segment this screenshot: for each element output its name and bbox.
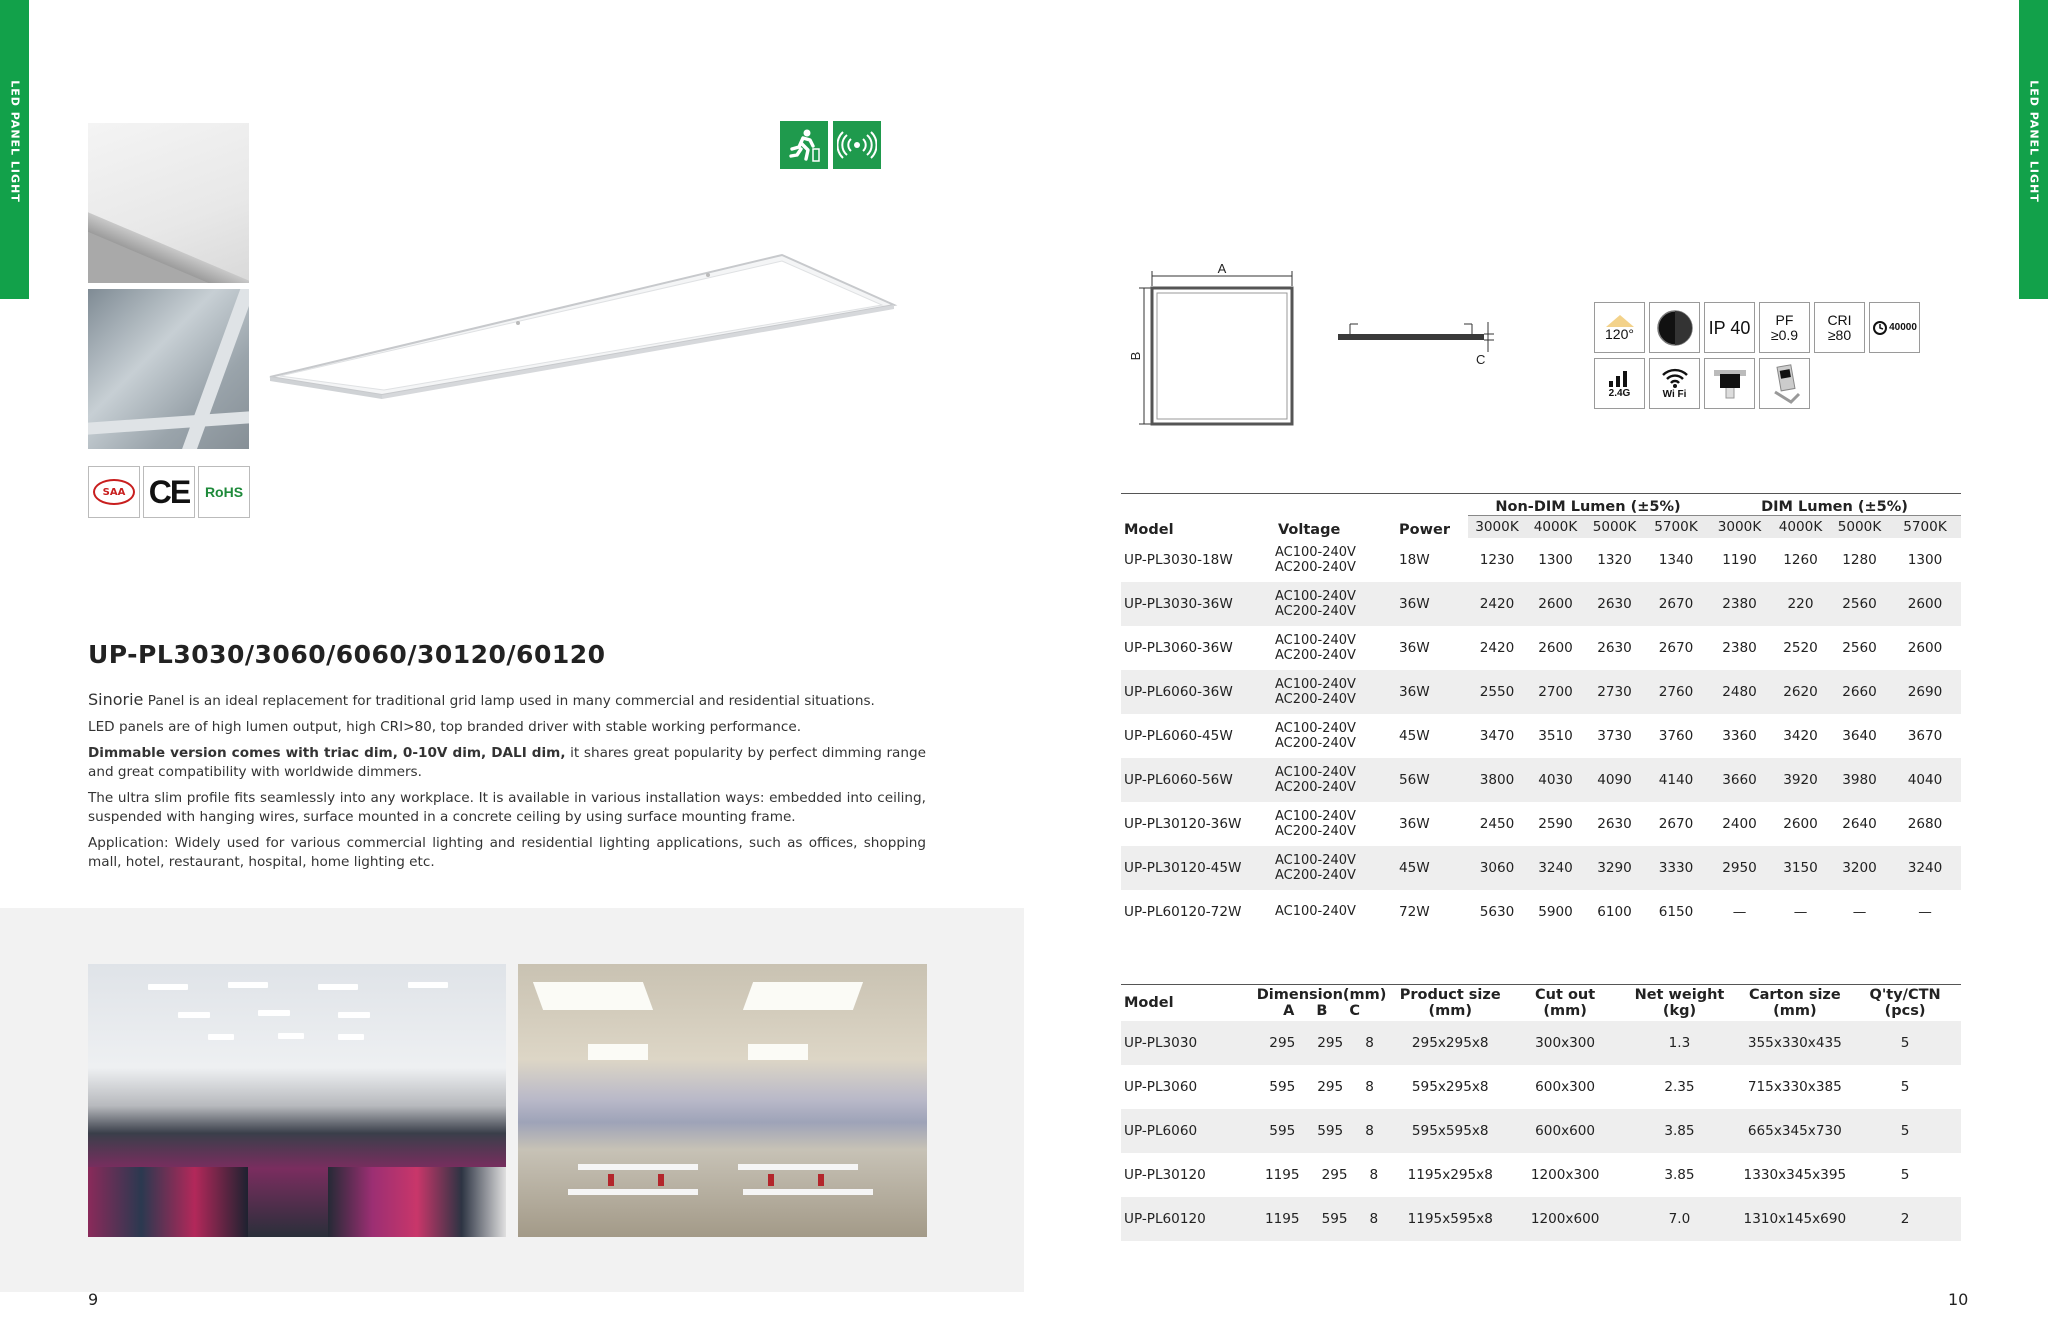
header-non-dim-lumen: Non-DIM Lumen (±5%) [1468,494,1708,516]
panel-edge-closeup-image [88,123,249,283]
dim-lumen-cell: 3200 [1842,859,1877,876]
description-p3: it shares great popularity by perfect dimming range and great compatibility with worldwide dimmers. [88,745,926,780]
non-dim-lumen-cell: 3800 [1479,771,1515,788]
dimension-cell: 595 295 8 [1269,1078,1374,1095]
cri-value: ≥80 [1827,326,1852,343]
side-tab-right [2019,0,2048,299]
dim-lumen-cell: 3150 [1783,859,1818,876]
dim-lumen-cell: 3420 [1783,727,1818,744]
table-row [1121,846,1961,890]
dim-lumen-cell: 2560 [1842,595,1877,612]
voltage-cell: AC100-240V AC200-240V [1275,632,1356,663]
table-row [1121,670,1961,714]
dim-lumen-cell: 1260 [1783,551,1818,568]
power-cell: 72W [1399,903,1430,920]
recessed-mount-icon [1704,358,1755,409]
cct-header: 5000K [1830,516,1889,538]
dim-lumen-cell: 2600 [1783,815,1818,832]
cct-header: 4000K [1526,516,1585,538]
non-dim-lumen-cell: 2420 [1479,639,1515,656]
power-cell: 36W [1399,815,1430,832]
power-cell: 36W [1399,683,1430,700]
model-cell: UP-PL6060-56W [1124,771,1233,788]
dim-lumen-cell: 2690 [1907,683,1943,700]
model-cell: UP-PL3030-36W [1124,595,1233,612]
non-dim-lumen-cell: 2670 [1658,639,1694,656]
non-dim-lumen-cell: 2670 [1658,595,1694,612]
side-tab-left [0,0,29,299]
lifetime-value: 40000 [1889,322,1917,333]
retail-store-photo [88,964,506,1237]
header-dimension: Dimension(mm) A B C [1256,986,1387,1019]
carton-size-cell: 1310x145x690 [1743,1210,1847,1227]
rf-label: 2.4G [1608,388,1631,399]
beam-angle-icon [1594,302,1645,353]
product-description [88,690,926,879]
model-cell: UP-PL30120 [1124,1166,1206,1183]
carton-size-cell: 1330x345x395 [1743,1166,1847,1183]
power-cell: 56W [1399,771,1430,788]
model-cell: UP-PL3030 [1124,1034,1198,1051]
product-size-cell: 1195x295x8 [1407,1166,1493,1183]
model-cell: UP-PL60120 [1124,1210,1206,1227]
dim-lumen-cell: — [1852,903,1867,920]
table-row [1121,758,1961,802]
dim-lumen-cell: 1300 [1907,551,1943,568]
dim-lumen-cell: 2620 [1783,683,1818,700]
dimension-cell: 1195 295 8 [1264,1166,1379,1183]
non-dim-lumen-cell: 2550 [1479,683,1515,700]
power-cell: 18W [1399,551,1430,568]
dimmable-icon [1649,302,1700,353]
dim-lumen-cell: 2950 [1722,859,1757,876]
dim-lumen-cell: — [1732,903,1747,920]
table-row [1121,1065,1961,1109]
non-dim-lumen-cell: 1320 [1597,551,1632,568]
power-cell: 45W [1399,727,1430,744]
non-dim-lumen-cell: 3760 [1658,727,1694,744]
dim-lumen-cell: — [1793,903,1808,920]
cri-icon [1814,302,1865,353]
dim-lumen-cell: 2600 [1907,595,1943,612]
dimension-cell: 1195 595 8 [1264,1210,1379,1227]
dimension-label-a: A [1217,261,1227,276]
saa-logo: SAA [93,479,135,505]
voltage-cell: AC100-240V AC200-240V [1275,544,1356,575]
non-dim-lumen-cell: 3330 [1658,859,1694,876]
qty-cell: 5 [1900,1078,1910,1095]
dim-lumen-cell: 3660 [1722,771,1757,788]
table-row [1121,582,1961,626]
model-cell: UP-PL6060-36W [1124,683,1233,700]
net-weight-cell: 3.85 [1664,1122,1695,1139]
voltage-cell: AC100-240V AC200-240V [1275,720,1356,751]
non-dim-lumen-cell: 4030 [1538,771,1573,788]
non-dim-lumen-cell: 2450 [1479,815,1515,832]
model-cell: UP-PL3060 [1124,1078,1198,1095]
dim-lumen-cell: 2380 [1722,639,1757,656]
wifi-icon [1649,358,1700,409]
cct-header: 3000K [1468,516,1526,538]
qty-cell: 5 [1900,1166,1910,1183]
non-dim-lumen-cell: 2730 [1597,683,1632,700]
cct-header: 3000K [1708,516,1771,538]
model-cell: UP-PL60120-72W [1124,903,1242,920]
description-p5: Application: Widely used for various commercial lighting and residential lighting applications, such as offices, shopping mall, hotel, restaurant, hospital, home lighting etc. [88,835,926,870]
header-product-size: Product size (mm) [1399,986,1501,1019]
net-weight-cell: 7.0 [1668,1210,1691,1227]
non-dim-lumen-cell: 4140 [1658,771,1694,788]
non-dim-lumen-cell: 2630 [1597,639,1632,656]
net-weight-cell: 1.3 [1668,1034,1691,1051]
dimension-label-c: C [1476,352,1486,367]
header-dim-lumen: DIM Lumen (±5%) [1708,494,1961,516]
non-dim-lumen-cell: 2700 [1538,683,1573,700]
qty-cell: 5 [1900,1122,1910,1139]
cut-out-cell: 1200x600 [1530,1210,1600,1227]
description-p1: Panel is an ideal replacement for traditional grid lamp used in many commercial and residential situations. [143,693,875,709]
feature-icons [780,121,881,169]
cut-out-cell: 600x600 [1535,1122,1596,1139]
spec-icons [1594,302,1924,414]
non-dim-lumen-cell: 1340 [1658,551,1694,568]
non-dim-lumen-cell: 6150 [1658,903,1694,920]
dim-lumen-cell: — [1918,903,1932,920]
product-size-cell: 1195x595x8 [1407,1210,1493,1227]
dim-lumen-cell: 220 [1787,595,1814,612]
non-dim-lumen-cell: 5630 [1479,903,1515,920]
page-number-right: 10 [1948,1290,1969,1309]
non-dim-lumen-cell: 1230 [1479,551,1515,568]
panel-light-product-image [268,245,908,405]
non-dim-lumen-cell: 6100 [1597,903,1632,920]
model-cell: UP-PL30120-45W [1124,859,1242,876]
voltage-cell: AC100-240V AC200-240V [1275,808,1356,839]
table-row [1121,714,1961,758]
emergency-exit-icon [780,121,828,169]
net-weight-cell: 2.35 [1664,1078,1695,1095]
front-dimension-diagram [1122,260,1302,430]
cct-header: 5700K [1644,516,1708,538]
model-cell: UP-PL3030-18W [1124,551,1233,568]
dim-lumen-cell: 2680 [1907,815,1943,832]
non-dim-lumen-cell: 3470 [1479,727,1515,744]
product-title: UP-PL3030/3060/6060/30120/60120 [88,640,606,669]
non-dim-lumen-cell: 2600 [1538,639,1573,656]
side-tab-label: LED PANEL LIGHT [2027,80,2040,203]
non-dim-lumen-cell: 3730 [1597,727,1632,744]
non-dim-lumen-cell: 1300 [1538,551,1573,568]
pf-value: ≥0.9 [1770,326,1799,343]
dim-lumen-cell: 3240 [1907,859,1943,876]
carton-size-cell: 665x345x730 [1747,1122,1842,1139]
dim-lumen-cell: 3920 [1783,771,1818,788]
dimension-spec-table [1121,984,1961,1241]
rohs-badge [198,466,250,518]
saa-badge [88,466,140,518]
table-row [1121,1197,1961,1241]
cct-header: 4000K [1771,516,1830,538]
model-cell: UP-PL6060-45W [1124,727,1233,744]
lumen-spec-table [1121,493,1961,934]
header-model: Model [1124,994,1174,1011]
dim-lumen-cell: 2640 [1842,815,1877,832]
cut-out-cell: 600x300 [1535,1078,1596,1095]
header-carton-size: Carton size (mm) [1748,986,1841,1019]
power-cell: 36W [1399,595,1430,612]
dimension-cell: 295 295 8 [1269,1034,1374,1051]
table-row [1121,538,1961,582]
dim-lumen-cell: 3980 [1842,771,1877,788]
non-dim-lumen-cell: 3290 [1597,859,1632,876]
product-size-cell: 595x295x8 [1411,1078,1489,1095]
cut-out-cell: 300x300 [1535,1034,1596,1051]
power-cell: 36W [1399,639,1430,656]
wireless-sensor-icon [833,121,881,169]
net-weight-cell: 3.85 [1664,1166,1695,1183]
dim-lumen-cell: 2400 [1722,815,1757,832]
voltage-cell: AC100-240V AC200-240V [1275,852,1356,883]
meeting-room-photo [518,964,927,1237]
model-cell: UP-PL3060-36W [1124,639,1233,656]
cut-out-cell: 1200x300 [1530,1166,1600,1183]
non-dim-lumen-cell: 5900 [1538,903,1573,920]
dim-lumen-cell: 4040 [1907,771,1943,788]
header-model: Model [1124,521,1174,538]
table-row [1121,1153,1961,1197]
surface-mount-icon [1759,358,1810,409]
description-p4: The ultra slim profile fits seamlessly into any workplace. It is available in various installation ways: embedded into ceiling, suspended with hanging wires, surface mounted in a concrete ceiling by using surface mounting frame. [88,790,926,825]
side-profile-diagram [1334,318,1504,370]
non-dim-lumen-cell: 3510 [1538,727,1573,744]
model-cell: UP-PL6060 [1124,1122,1198,1139]
carton-size-cell: 355x330x435 [1747,1034,1842,1051]
description-p2: LED panels are of high lumen output, high CRI>80, top branded driver with stable working performance. [88,719,802,735]
ce-logo: CE [148,473,190,510]
ip-rating-icon [1704,302,1755,353]
non-dim-lumen-cell: 2630 [1597,595,1632,612]
description-p3-bold: Dimmable version comes with triac dim, 0-10V dim, DALI dim, [88,745,566,761]
pf-label: PF [1775,311,1794,328]
qty-cell: 2 [1900,1210,1910,1227]
ip-rating-value: IP 40 [1708,317,1751,338]
panel-back-closeup-image [88,289,249,449]
dim-lumen-cell: 3670 [1907,727,1943,744]
rohs-logo: RoHS [204,484,244,500]
dimension-label-b: B [1128,351,1143,361]
power-factor-icon [1759,302,1810,353]
non-dim-lumen-cell: 2630 [1597,815,1632,832]
header-cut-out: Cut out (mm) [1535,986,1596,1019]
ce-badge [143,466,195,518]
header-voltage: Voltage [1278,521,1341,538]
dim-lumen-cell: 2520 [1783,639,1818,656]
non-dim-lumen-cell: 3060 [1479,859,1515,876]
carton-size-cell: 715x330x385 [1747,1078,1842,1095]
wifi-label: Wi Fi [1662,389,1687,400]
dim-lumen-cell: 3360 [1722,727,1757,744]
dim-lumen-cell: 1280 [1842,551,1877,568]
model-cell: UP-PL30120-36W [1124,815,1242,832]
header-net-weight: Net weight (kg) [1634,986,1725,1019]
dimension-cell: 595 595 8 [1269,1122,1374,1139]
product-size-cell: 295x295x8 [1411,1034,1489,1051]
voltage-cell: AC100-240V AC200-240V [1275,676,1356,707]
rf-remote-icon [1594,358,1645,409]
brand-name: Sinorie [88,690,144,709]
header-power: Power [1399,521,1450,538]
beam-angle-value: 120° [1605,326,1634,342]
non-dim-lumen-cell: 3240 [1538,859,1573,876]
header-qty-per-carton: Q'ty/CTN (pcs) [1869,986,1941,1019]
non-dim-lumen-cell: 2590 [1538,815,1573,832]
cct-header: 5000K [1585,516,1644,538]
dim-lumen-cell: 2560 [1842,639,1877,656]
non-dim-lumen-cell: 2670 [1658,815,1694,832]
table-row [1121,1109,1961,1153]
voltage-cell: AC100-240V AC200-240V [1275,588,1356,619]
product-size-cell: 595x595x8 [1411,1122,1489,1139]
side-tab-label: LED PANEL LIGHT [8,80,21,203]
table-row [1121,890,1961,934]
table-row [1121,1021,1961,1065]
table-row [1121,626,1961,670]
qty-cell: 5 [1900,1034,1910,1051]
non-dim-lumen-cell: 2600 [1538,595,1573,612]
lifetime-icon [1869,302,1920,353]
cri-label: CRI [1827,311,1852,328]
dim-lumen-cell: 1190 [1722,551,1757,568]
dim-lumen-cell: 2600 [1907,639,1943,656]
non-dim-lumen-cell: 2760 [1658,683,1694,700]
voltage-cell: AC100-240V AC200-240V [1275,764,1356,795]
dim-lumen-cell: 2480 [1722,683,1757,700]
voltage-cell: AC100-240V [1275,904,1356,919]
dim-lumen-cell: 2380 [1722,595,1757,612]
non-dim-lumen-cell: 4090 [1597,771,1632,788]
non-dim-lumen-cell: 2420 [1479,595,1515,612]
cct-header: 5700K [1889,516,1961,538]
power-cell: 45W [1399,859,1430,876]
page-number-left: 9 [88,1290,99,1309]
dim-lumen-cell: 3640 [1842,727,1877,744]
table-row [1121,802,1961,846]
dim-lumen-cell: 2660 [1842,683,1877,700]
